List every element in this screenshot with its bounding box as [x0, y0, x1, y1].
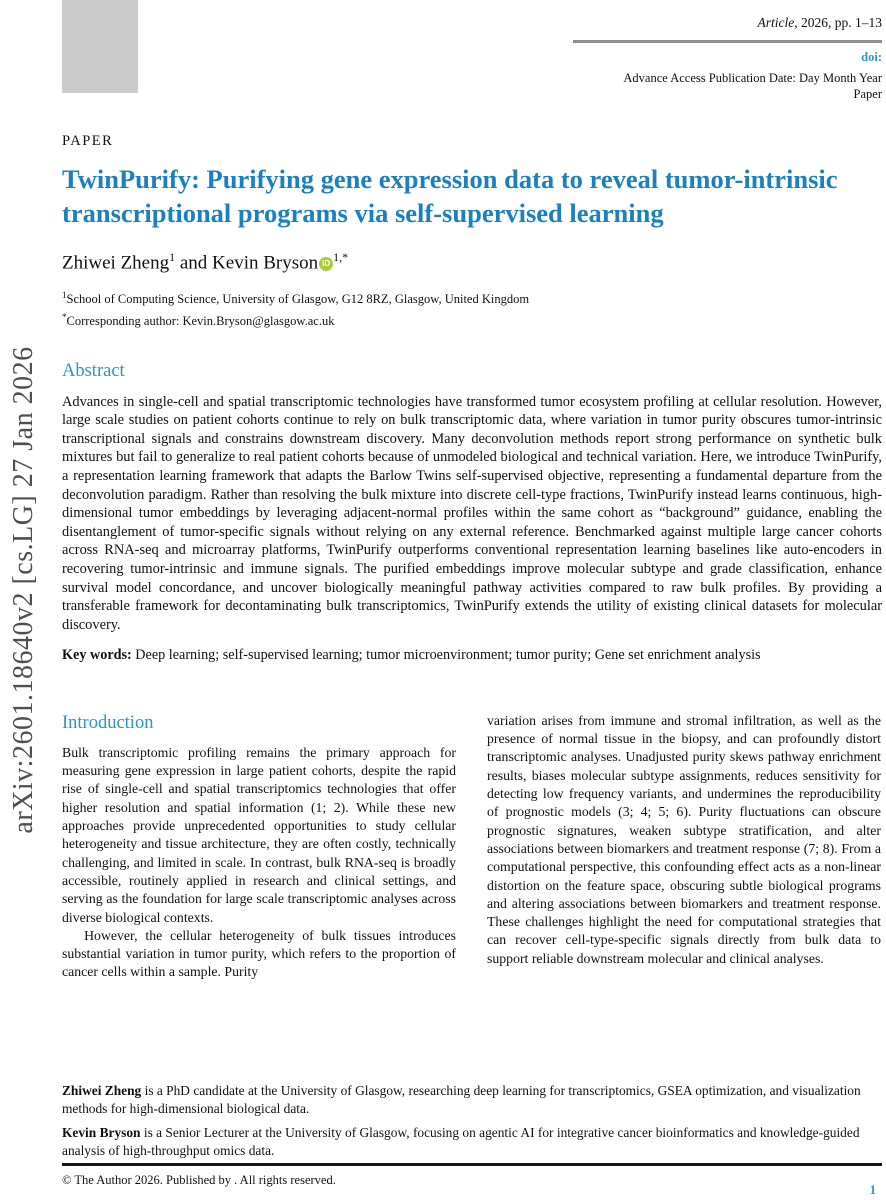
article-word: Article	[757, 15, 795, 30]
bio-2	[62, 1124, 882, 1159]
abstract-heading: Abstract	[62, 360, 125, 381]
keywords-text: Deep learning; self-supervised learning; tumor microenvironment; tumor purity; Gene set enrichment analysis	[131, 647, 761, 664]
corresponding-author-line	[62, 309, 882, 330]
abstract-body: Advances in single-cell and spatial transcriptomic technologies have transformed tumor ecosystem profiling at cellular resolution. However, large scale studies on patient cohorts continue to rely on bulk transcriptomic data, where variation in tumor purity obscures tumor-intrinsic transcriptional signals and constrains downstream discovery. Many deconvolution methods report strong performance on synthetic bulk mixtures but fail to generalize to real patient cohorts because of unmodeled biological and technical variation. Here, we introduce TwinPurify, a representation learning framework that adapts the Barlow Twins self-supervised objective, representing a fundamental departure from the deconvolution paradigm. Rather than resolving the bulk mixture into discrete cell-type fractions, TwinPurify instead learns continuous, high-dimensional tumor embeddings by leveraging adjacent-normal profiles within the same cohort as “background” guidance, enabling the disentanglement of tumor-specific signals without relying on any external reference. Benchmarked against multiple large cancer cohorts across RNA-seq and microarray platforms, TwinPurify outperforms conventional representation learning baselines like auto-encoders in recovering tumor-intrinsic and immune signals. The purified embeddings improve molecular subtype and grade classification, enhance survival model concordance, and uncover biologically meaningful pathway activities compared to raw bulk profiles. By providing a transferable framework for decontaminating bulk transcriptomics, TwinPurify extends the utility of existing clinical datasets for molecular discovery.	[62, 393, 882, 633]
author-2-affiliation-mark: 1,*	[333, 250, 349, 264]
doi-link[interactable]: doi:	[861, 50, 882, 64]
introduction-section	[62, 712, 882, 982]
intro-paragraph-1: Bulk transcriptomic profiling remains the primary approach for measuring gene expression in large patient cohorts, despite the rapid rise of single-cell and spatial transcriptomics technologies that offer higher resolution and spatial information (1; 2). While these new approaches provide unprecedented opportunities to study cellular heterogeneity and tissue architecture, they are often costly, technically challenging, and limited in scale. In contrast, bulk RNA-seq is broadly accessible, routinely applied in research and clinical settings, and serving as the foundation for large scale transcriptomic analyses across diverse biological contexts.	[62, 744, 456, 925]
corresponding-mark: *	[62, 312, 67, 323]
keywords-label: Key words:	[62, 647, 132, 664]
author-1: Zhiwei Zheng	[62, 252, 170, 274]
article-citation-rest: , 2026, pp. 1–13	[794, 15, 882, 30]
intro-paragraph-2: However, the cellular heterogeneity of bulk tissues introduces substantial variation in tumor purity, which refers to the proportion of cancer cells within a sample. Purity	[62, 927, 456, 980]
copyright-line: © The Author 2026. Published by . All rights reserved.	[62, 1173, 336, 1187]
bio-1	[62, 1082, 882, 1117]
keywords-line	[62, 646, 882, 665]
author-connector: and	[175, 252, 213, 274]
paper-content	[62, 0, 882, 1200]
orcid-icon[interactable]: iD	[319, 257, 333, 271]
author-2: Kevin Bryson	[212, 252, 319, 274]
advance-access-line: Advance Access Publication Date: Day Month Year	[623, 71, 882, 85]
page-number: 1	[869, 1183, 876, 1197]
column-right	[487, 712, 881, 982]
affiliation-mark: 1	[62, 290, 67, 301]
affiliation-line	[62, 287, 882, 308]
intro-paragraph-2-continued: variation arises from immune and stromal infiltration, as well as the presence of normal tissue in the biopsy, and can profoundly distort transcriptomic analyses. Unadjusted purity skews pathway enrichment results, biases molecular subtype assignments, reduces sensitivity for detecting low frequency variants, and undermines the reproducibility of prognostic models (3; 4; 5; 6). Purity fluctuations can obscure prognostic signatures, weaken subtype stratification, and alter associations between biomarkers and treatment response (7; 8). From a computational perspective, this confounding effect acts as a non-linear distortion on the feature space, obscuring subtle biological programs and altering associations between biomarkers and treatment response. These challenges highlight the need for computational strategies that can recover cell-type-specific signals directly from bulk data to support reliable downstream molecular and clinical analyses.	[487, 712, 881, 966]
column-left	[62, 712, 456, 982]
paper-category-label: PAPER	[62, 133, 114, 149]
affiliation-text: School of Computing Science, University of Glasgow, G12 8RZ, Glasgow, United Kingdom	[66, 292, 530, 307]
arxiv-stamp: arXiv:2601.18640v2 [cs.LG] 27 Jan 2026	[8, 346, 39, 834]
bio-2-name: Kevin Bryson	[62, 1125, 141, 1141]
author-biographies	[62, 1082, 882, 1166]
introduction-heading: Introduction	[62, 712, 154, 733]
paper-title: TwinPurify: Purifying gene expression data to reveal tumor-intrinsic transcriptional programs via self-supervised learning	[62, 164, 838, 228]
corresponding-text: Corresponding author: Kevin.Bryson@glasgow.ac.uk	[66, 314, 335, 329]
bio-1-text: is a PhD candidate at the University of Glasgow, researching deep learning for transcriptomics, GSEA optimization, and visualization methods for high-dimensional biological data.	[62, 1083, 861, 1116]
bio-1-name: Zhiwei Zheng	[62, 1083, 142, 1098]
author-1-affiliation-mark: 1	[169, 250, 176, 264]
footer-divider	[62, 1163, 882, 1166]
bio-2-text: is a Senior Lecturer at the University of Glasgow, focusing on agentic AI for integrative cancer bioinformatics and knowledge-guided analysis of high-throughput omics data.	[62, 1125, 860, 1158]
author-line	[62, 245, 882, 275]
manuscript-type-label: Paper	[853, 87, 882, 101]
